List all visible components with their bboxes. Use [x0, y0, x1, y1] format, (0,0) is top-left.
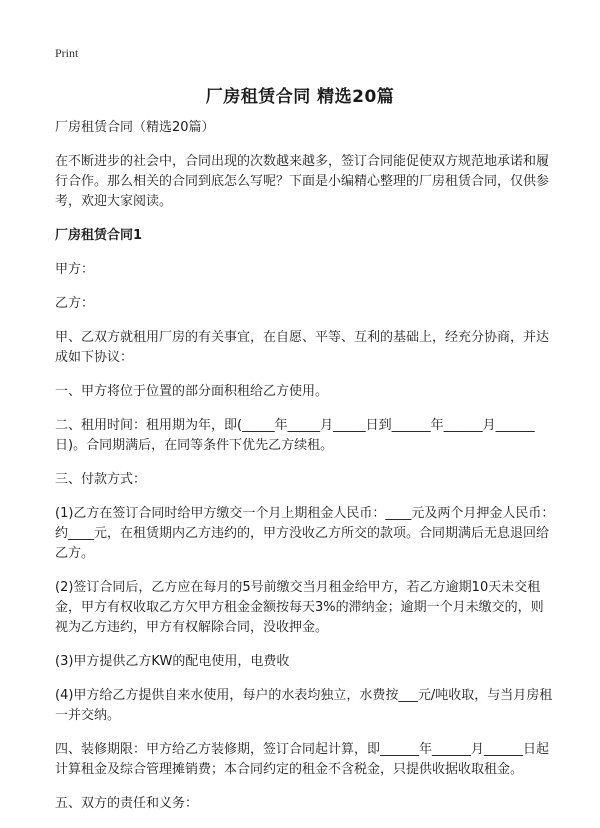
document-subtitle: 厂房租赁合同（精选20篇）	[55, 120, 215, 135]
party-b-line: 乙方：	[55, 296, 95, 311]
clause-4: 四、装修期限：甲方给乙方装修期，签订合同起计算，即______年______月______日起计算租金及综合管理摊销费；本合同约定的租金不含税金，只提供收据收取租金。	[55, 742, 550, 777]
clause-3-item-2: (2)签订合同后，乙方应在每月的5号前缴交当月租金给甲方，若乙方逾期10天未交租金，甲方有权收取乙方欠甲方租金金额按每天3%的滞纳金；逾期一个月未缴交的，则视为乙方违约，甲方有权解除合同，没收押金。	[55, 580, 544, 635]
document-body	[55, 118, 555, 828]
party-a-line: 甲方：	[55, 262, 95, 277]
clause-2: 二、租用时间：租用期为年，即(_____年_____月_____日到______年______月______日)。合同期满后，在同等条件下优先乙方续租。	[55, 418, 535, 453]
clause-5: 五、双方的责任和义务：	[55, 796, 199, 811]
section-heading: 厂房租赁合同1	[55, 228, 143, 243]
intro-paragraph: 在不断进步的社会中，合同出现的次数越来越多，签订合同能促使双方规范地承诺和履行合作。那么相关的合同到底怎么写呢？下面是小编精心整理的厂房租赁合同，仅供参考，欢迎大家阅读。	[55, 154, 550, 209]
clause-3: 三、付款方式：	[55, 472, 147, 487]
clause-3-item-4: (4)甲方给乙方提供自来水使用，每户的水表均独立，水费按___元/吨收取，与当月房租一并交纳。	[55, 688, 553, 723]
print-label[interactable]: Print	[55, 46, 79, 60]
clause-3-item-3: (3)甲方提供乙方KW的配电使用，电费收	[55, 654, 290, 669]
clause-3-item-1: (1)乙方在签订合同时给甲方缴交一个月上期租金人民币：____元及两个月押金人民币：约____元，在租赁期内乙方违约的，甲方没收乙方所交的款项。合同期满后无息退回给乙方。	[55, 506, 555, 561]
agreement-paragraph: 甲、乙双方就租用厂房的有关事宜，在自愿、平等、互利的基础上，经充分协商，并达成如下协议：	[55, 330, 550, 365]
clause-1: 一、甲方将位于位置的部分面积租给乙方使用。	[55, 384, 329, 399]
document-title: 厂房租赁合同 精选20篇	[205, 87, 395, 107]
